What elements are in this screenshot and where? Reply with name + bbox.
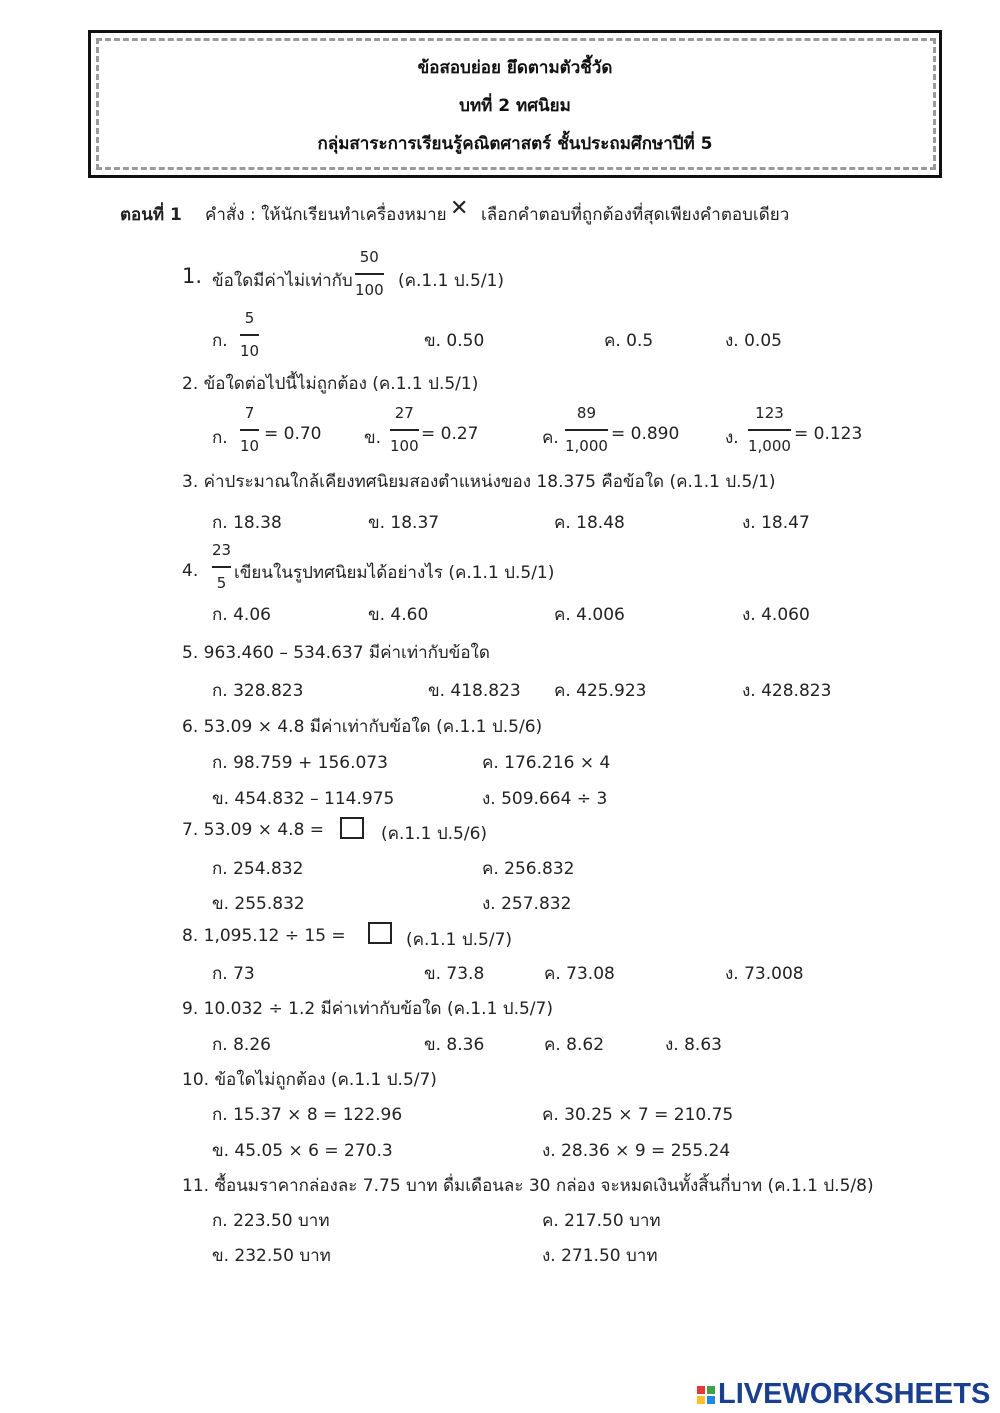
q2-option-a-label[interactable]: ก. — [212, 428, 228, 448]
q3-option-a[interactable]: ก. 18.38 — [212, 513, 282, 533]
question-9-text: 9. 10.032 ÷ 1.2 มีค่าเท่ากับข้อใด (ค.1.1 ป.5/7) — [182, 999, 553, 1019]
q11-option-c[interactable]: ค. 217.50 บาท — [542, 1211, 661, 1231]
question-7-ref: (ค.1.1 ป.5/6) — [381, 824, 488, 844]
q10-option-b[interactable]: ข. 45.05 × 6 = 270.3 — [212, 1141, 393, 1161]
fraction-numerator: 27 — [394, 404, 414, 422]
q9-option-c[interactable]: ค. 8.62 — [544, 1035, 605, 1055]
q3-option-d[interactable]: ง. 18.47 — [742, 513, 810, 533]
fraction-denominator: 1,000 — [565, 437, 608, 455]
question-10-text: 10. ข้อใดไม่ถูกต้อง (ค.1.1 ป.5/7) — [182, 1070, 437, 1090]
q6-option-b[interactable]: ข. 454.832 – 114.975 — [212, 789, 395, 809]
liveworksheets-logo — [697, 1378, 990, 1411]
q8-option-d[interactable]: ง. 73.008 — [725, 964, 804, 984]
q10-option-d[interactable]: ง. 28.36 × 9 = 255.24 — [542, 1141, 731, 1161]
q2-option-a-fraction[interactable] — [240, 406, 259, 454]
q1-option-c[interactable]: ค. 0.5 — [604, 331, 654, 351]
question-7-text: 7. 53.09 × 4.8 = — [182, 820, 325, 840]
logo-square-green — [707, 1386, 715, 1394]
question-4-text: เขียนในรูปทศนิยมได้อย่างไร (ค.1.1 ป.5/1) — [234, 563, 555, 583]
q4-option-b[interactable]: ข. 4.60 — [368, 605, 429, 625]
q10-option-a[interactable]: ก. 15.37 × 8 = 122.96 — [212, 1105, 403, 1125]
answer-box[interactable] — [340, 817, 364, 839]
q2-option-a-value[interactable]: = 0.70 — [264, 424, 322, 444]
q1-option-a-fraction[interactable] — [240, 311, 259, 359]
answer-box[interactable] — [368, 922, 392, 944]
q5-option-b[interactable]: ข. 418.823 — [428, 681, 521, 701]
q11-option-b[interactable]: ข. 232.50 บาท — [212, 1246, 331, 1266]
q7-option-d[interactable]: ง. 257.832 — [482, 894, 572, 914]
q7-option-a[interactable]: ก. 254.832 — [212, 859, 304, 879]
q5-option-d[interactable]: ง. 428.823 — [742, 681, 832, 701]
q1-option-a-label[interactable]: ก. — [212, 331, 228, 351]
question-1-text: ข้อใดมีค่าไม่เท่ากับ — [212, 271, 353, 291]
fraction-denominator: 1,000 — [748, 437, 791, 455]
section-label: ตอนที่ 1 — [120, 205, 182, 225]
question-1-number: 1. — [182, 264, 203, 288]
q3-option-b[interactable]: ข. 18.37 — [368, 513, 440, 533]
fraction-numerator: 7 — [244, 404, 255, 422]
q6-option-d[interactable]: ง. 509.664 ÷ 3 — [482, 789, 608, 809]
q2-option-b-fraction[interactable] — [390, 406, 419, 454]
fraction-numerator: 89 — [576, 404, 597, 422]
header-title: ข้อสอบย่อย ยึดตามตัวชี้วัด — [417, 58, 613, 78]
logo-square-blue — [707, 1396, 715, 1404]
header-subject: กลุ่มสาระการเรียนรู้คณิตศาสตร์ ชั้นประถมศึกษาปีที่ 5 — [317, 134, 713, 154]
instruction-text-a: คำสั่ง : ให้นักเรียนทำเครื่องหมาย — [205, 205, 447, 225]
q1-option-b[interactable]: ข. 0.50 — [424, 331, 485, 351]
q9-option-b[interactable]: ข. 8.36 — [424, 1035, 485, 1055]
question-1-fraction — [355, 250, 384, 298]
fraction-denominator: 100 — [355, 281, 384, 299]
header-chapter: บทที่ 2 ทศนิยม — [459, 96, 571, 116]
q11-option-d[interactable]: ง. 271.50 บาท — [542, 1246, 658, 1266]
q4-option-a[interactable]: ก. 4.06 — [212, 605, 271, 625]
fraction-numerator: 123 — [755, 404, 784, 422]
fraction-denominator: 5 — [216, 574, 227, 592]
q4-option-d[interactable]: ง. 4.060 — [742, 605, 810, 625]
question-5-text: 5. 963.460 – 534.637 มีค่าเท่ากับข้อใด — [182, 643, 490, 663]
fraction-numerator: 50 — [359, 248, 379, 266]
q2-option-d-label[interactable]: ง. — [725, 428, 739, 448]
q2-option-c-fraction[interactable] — [565, 406, 608, 454]
logo-square-yellow — [697, 1396, 705, 1404]
question-3-text: 3. ค่าประมาณใกล้เคียงทศนิยมสองตำแหน่งของ 18.375 คือข้อใด (ค.1.1 ป.5/1) — [182, 472, 776, 492]
question-4-number: 4. — [182, 561, 199, 581]
fraction-numerator: 5 — [244, 309, 255, 327]
q7-option-b[interactable]: ข. 255.832 — [212, 894, 305, 914]
fraction-denominator: 100 — [390, 437, 419, 455]
question-8-ref: (ค.1.1 ป.5/7) — [406, 930, 513, 950]
q8-option-b[interactable]: ข. 73.8 — [424, 964, 485, 984]
q5-option-a[interactable]: ก. 328.823 — [212, 681, 304, 701]
q2-option-d-value[interactable]: = 0.123 — [794, 424, 863, 444]
question-2-text: 2. ข้อใดต่อไปนี้ไม่ถูกต้อง (ค.1.1 ป.5/1) — [182, 374, 479, 394]
q4-option-c[interactable]: ค. 4.006 — [554, 605, 625, 625]
question-11-text: 11. ซื้อนมราคากล่องละ 7.75 บาท ดื่มเดือนละ 30 กล่อง จะหมดเงินทั้งสิ้นกี่บาท (ค.1.1 ป.5/8) — [182, 1176, 874, 1196]
instruction-text-b: เลือกคำตอบที่ถูกต้องที่สุดเพียงคำตอบเดียว — [481, 205, 790, 225]
cross-mark-icon: ✕ — [450, 196, 469, 221]
question-4-fraction — [212, 543, 231, 591]
question-6-text: 6. 53.09 × 4.8 มีค่าเท่ากับข้อใด (ค.1.1 ป.5/6) — [182, 717, 543, 737]
q1-option-d[interactable]: ง. 0.05 — [725, 331, 782, 351]
q2-option-b-value[interactable]: = 0.27 — [421, 424, 479, 444]
q8-option-a[interactable]: ก. 73 — [212, 964, 255, 984]
q2-option-c-label[interactable]: ค. — [542, 428, 559, 448]
q3-option-c[interactable]: ค. 18.48 — [554, 513, 625, 533]
q9-option-a[interactable]: ก. 8.26 — [212, 1035, 271, 1055]
fraction-denominator: 10 — [240, 342, 260, 360]
fraction-denominator: 10 — [240, 437, 260, 455]
q6-option-c[interactable]: ค. 176.216 × 4 — [482, 753, 611, 773]
question-1-ref: (ค.1.1 ป.5/1) — [398, 271, 505, 291]
question-8-text: 8. 1,095.12 ÷ 15 = — [182, 926, 346, 946]
fraction-numerator: 23 — [212, 541, 232, 559]
logo-squares-icon — [697, 1386, 715, 1404]
q2-option-d-fraction[interactable] — [748, 406, 791, 454]
q7-option-c[interactable]: ค. 256.832 — [482, 859, 575, 879]
q10-option-c[interactable]: ค. 30.25 × 7 = 210.75 — [542, 1105, 734, 1125]
brand-name: LIVEWORKSHEETS — [718, 1378, 991, 1410]
q11-option-a[interactable]: ก. 223.50 บาท — [212, 1211, 330, 1231]
q5-option-c[interactable]: ค. 425.923 — [554, 681, 647, 701]
q8-option-c[interactable]: ค. 73.08 — [544, 964, 615, 984]
logo-square-red — [697, 1386, 705, 1394]
q9-option-d[interactable]: ง. 8.63 — [665, 1035, 722, 1055]
q2-option-c-value[interactable]: = 0.890 — [611, 424, 680, 444]
q2-option-b-label[interactable]: ข. — [364, 428, 382, 448]
q6-option-a[interactable]: ก. 98.759 + 156.073 — [212, 753, 388, 773]
